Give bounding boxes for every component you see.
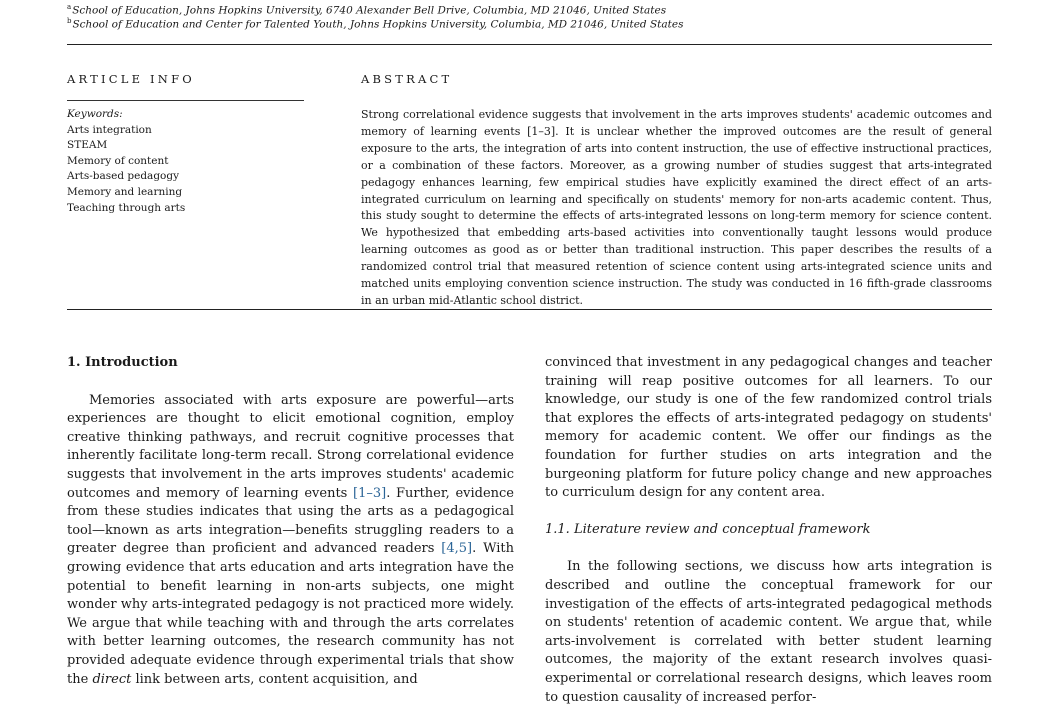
citation-link[interactable]: [4,5] (441, 541, 473, 557)
abstract-heading: ABSTRACT (361, 72, 453, 86)
header-divider (67, 44, 992, 45)
keywords-label: Keywords: (67, 108, 123, 120)
emphasis-text: direct (92, 671, 132, 687)
affiliation-b-text: School of Education and Center for Talented Youth, Johns Hopkins University, Columbia, MD 21046, United States (72, 18, 684, 31)
right-column (545, 354, 992, 707)
intro-text-2: . Further, evidence from these studies indicates that using the arts as a pedagogical tool—known as arts integration—benefits struggling readers to a greater degree than proficient and advanced readers (67, 485, 514, 557)
citation-link[interactable]: [1–3] (353, 485, 387, 501)
article-info-divider (67, 100, 304, 101)
literature-review-heading: 1.1. Literature review and conceptual framework (545, 521, 871, 537)
article-info-heading: ARTICLE INFO (67, 72, 195, 86)
introduction-heading: 1. Introduction (67, 355, 178, 370)
keyword-item: Arts integration (67, 123, 152, 136)
intro-text-4: link between arts, content acquisition, and (131, 671, 418, 687)
intro-text-1: Memories associated with arts exposure are powerful—arts experiences are thought to elicit emotional cognition, employ creative thinking pathways, and recruit cognitive processes that inherently facilitate long-term recall. Strong correlational evidence suggests that involvement in the arts improves students' academic outcomes and memory of learning events (67, 392, 514, 501)
left-column (67, 354, 514, 689)
intro-text-3: . With growing evidence that arts education and arts integration have the potential to benefit learning in non-arts subjects, one might wonder why arts-integrated pedagogy is not practiced more widely. We argue that while teaching with and through the arts correlates with better learning outcomes, the research community has not provided adequate evidence through experimental trials that show the (67, 541, 514, 687)
keyword-item: STEAM (67, 139, 108, 152)
affiliation-mark-b: b (67, 17, 72, 25)
right-paragraph-2: In the following sections, we discuss how arts integration is described and outline the conceptual framework for our investigation of the effects of arts-integrated pedagogical methods on students' retention of academic content. We argue that, while arts-involvement is correlated with better student learning outcomes, the majority of the extant research involves quasi-experimental or correlational research designs, which leaves room to question causality of increased perfor- (545, 559, 992, 705)
affiliation-mark-a: a (67, 3, 72, 11)
affiliation-b (67, 14, 683, 32)
right-paragraph-1: convinced that investment in any pedagogical changes and teacher training will reap positive outcomes for all learners. To our knowledge, our study is one of the few randomized control trials that explores the effects of arts-integrated pedagogy on students' memory for academic content. We offer our findings as the foundation for further studies on arts integration and the burgeoning platform for future policy change and new approaches to curriculum design for any content area. (545, 355, 992, 501)
keyword-item: Memory of content (67, 154, 169, 167)
introduction-paragraph (67, 392, 514, 690)
affiliation-a-text: School of Education, Johns Hopkins University, 6740 Alexander Bell Drive, Columbia, MD 21046, United States (72, 4, 667, 17)
keywords-block (67, 107, 307, 216)
abstract-divider (67, 309, 992, 310)
keyword-item: Memory and learning (67, 185, 183, 198)
keyword-item: Arts-based pedagogy (67, 170, 180, 183)
keyword-item: Teaching through arts (67, 201, 186, 214)
abstract-text: Strong correlational evidence suggests that involvement in the arts improves students' academic outcomes and memory of learning events [1–3]. It is unclear whether the improved outcomes are the result of general exposure to the arts, the integration of arts into content instruction, the use of effective instructional practices, or a combination of these factors. Moreover, as a growing number of studies suggest that arts-integrated pedagogy enhances learning, few empirical studies have explicitly examined the direct effect of an arts-integrated curriculum on learning and specifically on students' memory for non-arts academic content. Thus, this study sought to determine the effects of arts-integrated lessons on long-term memory for science content. We hypothesized that embedding arts-based activities into conventionally taught lessons would produce learning outcomes as good as or better than traditional instruction. This paper describes the results of a randomized control trial that measured retention of science content using arts-integrated science units and matched units employing convention science instruction. The study was conducted in 16 fifth-grade classrooms in an urban mid-Atlantic school district. (361, 108, 992, 307)
